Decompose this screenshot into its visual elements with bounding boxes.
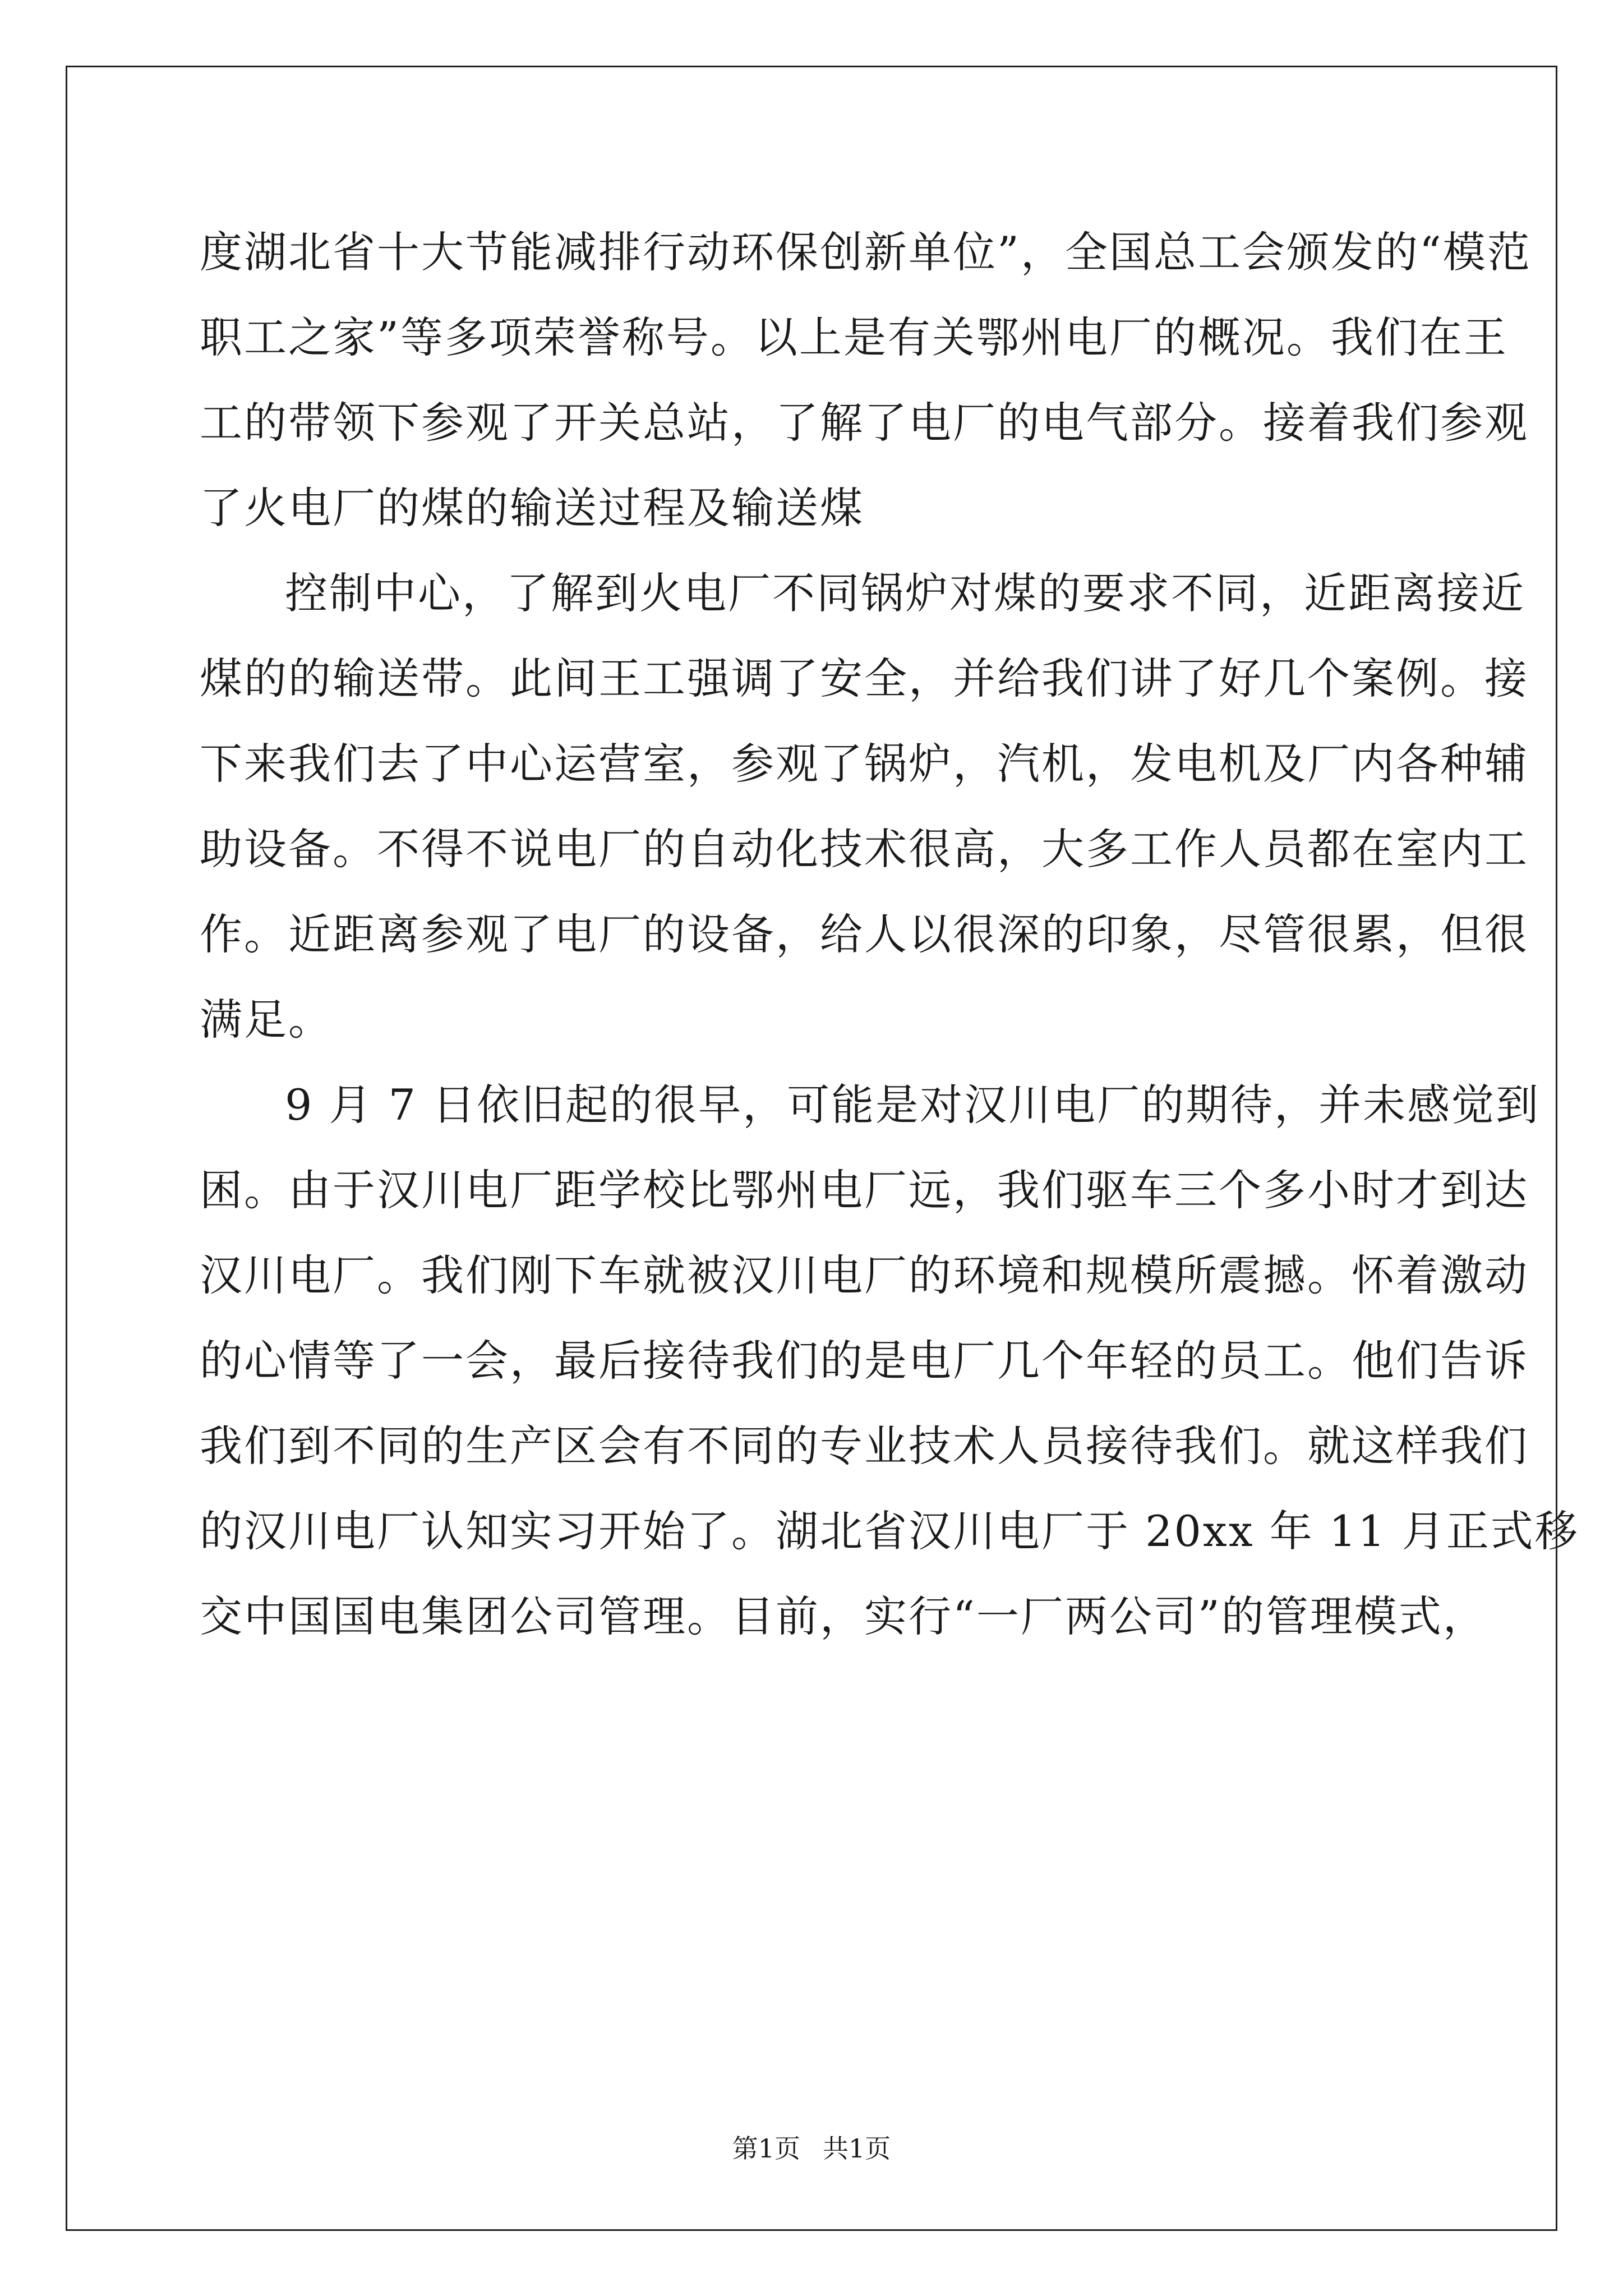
text-line: 我们到不同的生产区会有不同的专业技术人员接待我们。就这样我们 <box>200 1421 1529 1471</box>
text-line: 困。由于汉川电厂距学校比鄂州电厂远，我们驱车三个多小时才到达 <box>200 1165 1529 1215</box>
text-line: 煤的的输送带。此间王工强调了安全，并给我们讲了好几个案例。接 <box>200 654 1529 703</box>
text-line: 下来我们去了中心运营室，参观了锅炉，汽机，发电机及厂内各种辅 <box>200 739 1529 789</box>
page-total: 共1页 <box>823 2133 891 2164</box>
text-line: 了火电厂的煤的输送过程及输送煤 <box>200 483 864 533</box>
text-line: 满足。 <box>200 995 333 1045</box>
text-line: 作。近距离参观了电厂的设备，给人以很深的印象，尽管很累，但很 <box>200 909 1529 959</box>
text-line: 的心情等了一会，最后接待我们的是电厂几个年轻的员工。他们告诉 <box>200 1336 1529 1386</box>
text-line: 交中国国电集团公司管理。目前，实行“一厂两公司”的管理模式， <box>200 1591 1487 1641</box>
document-body <box>200 210 1579 1659</box>
text-line: 控制中心，了解到火电厂不同锅炉对煤的要求不同，近距离接近 <box>285 568 1525 618</box>
paragraph-1 <box>200 210 1532 551</box>
text-line: 助设备。不得不说电厂的自动化技术很高，大多工作人员都在室内工 <box>200 824 1529 874</box>
text-line: 汉川电厂。我们刚下车就被汉川电厂的环境和规模所震撼。怀着激动 <box>200 1250 1529 1300</box>
text-line: 度湖北省十大节能减排行动环保创新单位”，全国总工会颁发的“模范 <box>200 227 1532 277</box>
text-line: 职工之家”等多项荣誉称号。以上是有关鄂州电厂的概况。我们在王 <box>200 312 1508 362</box>
text-line: 的汉川电厂认知实习开始了。湖北省汉川电厂于 20xx 年 11 月正式移 <box>200 1506 1579 1556</box>
paragraph-3 <box>200 1062 1579 1659</box>
text-line: 9 月 7 日依旧起的很早，可能是对汉川电厂的期待，并未感觉到 <box>285 1080 1541 1130</box>
page-footer <box>0 2132 1623 2165</box>
text-line: 工的带领下参观了开关总站，了解了电厂的电气部分。接着我们参观 <box>200 398 1529 448</box>
paragraph-2 <box>200 551 1529 1062</box>
page-number: 第1页 <box>732 2133 800 2164</box>
